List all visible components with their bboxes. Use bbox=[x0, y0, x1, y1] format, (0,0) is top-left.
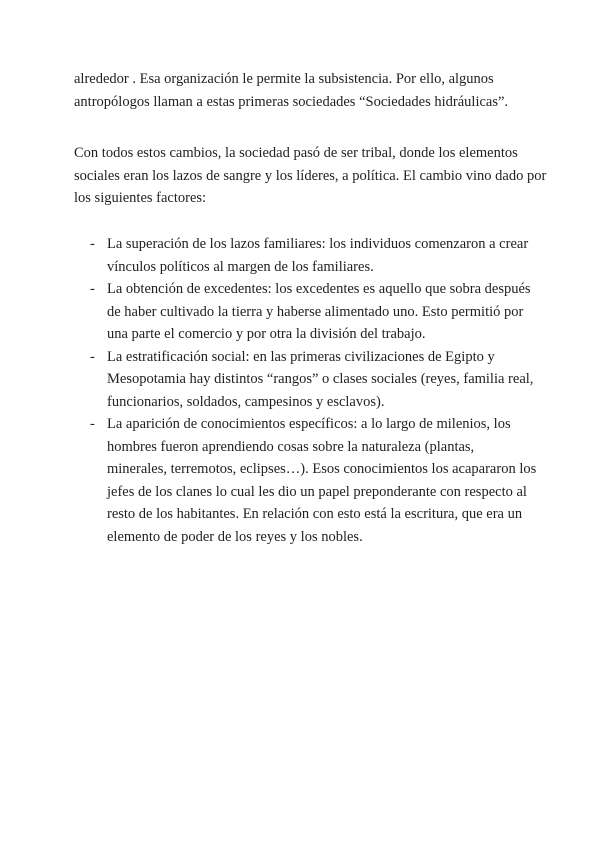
list-item-text bbox=[107, 346, 536, 414]
text-line: minerales, terremotos, eclipses…). Esos conocimientos los acapararon los bbox=[107, 461, 537, 477]
text-line: hombres fueron aprendiendo cosas sobre la naturaleza (plantas, bbox=[107, 438, 475, 455]
dash-bullet: - bbox=[90, 416, 95, 432]
text-line: Con todos estos cambios, la sociedad pasó de ser tribal, donde los elementos bbox=[74, 145, 518, 161]
text-line: sociales eran los lazos de sangre y los líderes, a política. El cambio vino dado por bbox=[74, 167, 547, 184]
factors-list bbox=[90, 233, 536, 548]
text-line: La obtención de excedentes: los excedentes es aquello que sobra después bbox=[107, 281, 531, 297]
list-item-text bbox=[107, 278, 536, 346]
text-line: antropólogos llaman a estas primeras sociedades “Sociedades hidráulicas”. bbox=[74, 93, 509, 110]
text-line: La estratificación social: en las primeras civilizaciones de Egipto y bbox=[107, 348, 495, 365]
text-line: funcionarios, soldados, campesinos y esclavos). bbox=[107, 393, 385, 410]
text-line: de haber cultivado la tierra y haberse alimentado uno. Esto permitió por bbox=[107, 303, 524, 320]
paragraph-hydraulic-societies bbox=[74, 68, 534, 113]
text-line: jefes de los clanes lo cual les dio un papel preponderante con respecto al bbox=[107, 483, 527, 500]
dash-bullet: - bbox=[90, 348, 95, 365]
list-item bbox=[90, 346, 536, 414]
list-item bbox=[90, 233, 536, 278]
dash-bullet: - bbox=[90, 236, 95, 252]
text-line: alrededor . Esa organización le permite la subsistencia. Por ello, algunos bbox=[74, 71, 494, 87]
list-item bbox=[90, 413, 536, 548]
text-line: Mesopotamia hay distintos “rangos” o clases sociales (reyes, familia real, bbox=[107, 371, 534, 387]
text-line: los siguientes factores: bbox=[74, 190, 207, 206]
text-line: resto de los habitantes. En relación con esto está la escritura, que era un bbox=[107, 506, 523, 522]
text-line: La aparición de conocimientos específicos: a lo largo de milenios, los bbox=[107, 416, 511, 432]
list-item bbox=[90, 278, 536, 346]
dash-bullet: - bbox=[90, 281, 95, 297]
list-item-text bbox=[107, 413, 536, 548]
text-line: vínculos políticos al margen de los familiares. bbox=[107, 258, 374, 275]
text-line: una parte el comercio y por otra la división del trabajo. bbox=[107, 326, 426, 342]
paragraph-tribal-to-political bbox=[74, 142, 547, 210]
list-item-text bbox=[107, 233, 536, 278]
text-line: elemento de poder de los reyes y los nobles. bbox=[107, 528, 363, 545]
text-line: La superación de los lazos familiares: los individuos comenzaron a crear bbox=[107, 236, 529, 252]
